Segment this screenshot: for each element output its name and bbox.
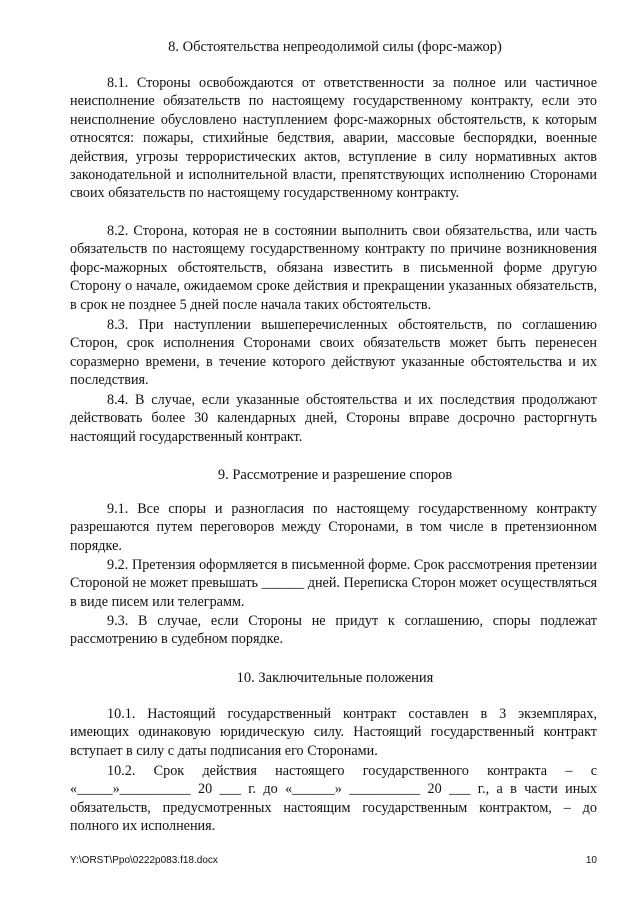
paragraph-8-2: 8.2. Сторона, которая не в состоянии выполнить свои обязательства, или часть обязательств по настоящему государственному контракту по причине возникновения форс-мажорных обстоятельств, обязана известить в письменной форме другую Сторону о начале, ожидаемом сроке действия и прекращении указанных обязательств, в срок не позднее 5 дней после начала таких обстоятельств. <box>70 223 597 313</box>
paragraph-9-3: 9.3. В случае, если Стороны не придут к соглашению, споры подлежат рассмотрению в судебном порядке. <box>70 613 597 648</box>
paragraph-9-2: 9.2. Претензия оформляется в письменной форме. Срок рассмотрения претензии Стороной не может превышать ______ дней. Переписка Сторон может осуществляться в виде писем или телеграмм. <box>70 557 597 610</box>
paragraph-8-4: 8.4. В случае, если указанные обстоятельства и их последствия продолжают действовать более 30 календарных дней, Стороны вправе досрочно расторгнуть настоящий государственный контракт. <box>70 392 597 445</box>
section-9-title: 9. Рассмотрение и разрешение споров <box>217 467 453 483</box>
page-number: 10 <box>585 855 597 866</box>
paragraph-8-3: 8.3. При наступлении вышеперечисленных обстоятельств, по соглашению Сторон, срок исполнения Сторонами своих обязательств может быть перенесен соразмерно времени, в течение которого действуют указанные обстоятельства и их последствия. <box>70 317 597 389</box>
paragraph-10-1: 10.1. Настоящий государственный контракт составлен в 3 экземплярах, имеющих одинаковую юридическую силу. Настоящий государственный контракт вступает в силу с даты подписания его Сторонами. <box>70 706 597 759</box>
paragraph-10-2: 10.2. Срок действия настоящего государственного контракта – с «_____»__________ 20 ___ г. до «______» __________ 20 ___ г., а в части иных обязательств, предусмотренных настоящим государственным контрактом, – до полного их исполнения. <box>70 763 597 835</box>
paragraph-8-1: 8.1. Стороны освобождаются от ответственности за полное или частичное неисполнение обязательств по настоящему государственному контракту, если это неисполнение обусловлено наступлением форс-мажорных обстоятельств, к которым относятся: пожары, стихийные бедствия, аварии, массовые беспорядки, военные действия, угрозы террористических актов, вступление в силу нормативных актов законодательной и исполнительной власти, препятствующих исполнению Сторонами своих обязательств по настоящему государственному контракту. <box>70 75 597 202</box>
section-10-title: 10. Заключительные положения <box>236 670 434 686</box>
paragraph-9-1: 9.1. Все споры и разногласия по настоящему государственному контракту разрешаются путем переговоров между Сторонами, в том числе в претензионном порядке. <box>70 501 597 554</box>
section-8-title: 8. Обстоятельства непреодолимой силы (форс-мажор) <box>168 39 502 55</box>
file-path-footer: Y:\ORST\Ppo\0222p083.f18.docx <box>70 855 218 866</box>
